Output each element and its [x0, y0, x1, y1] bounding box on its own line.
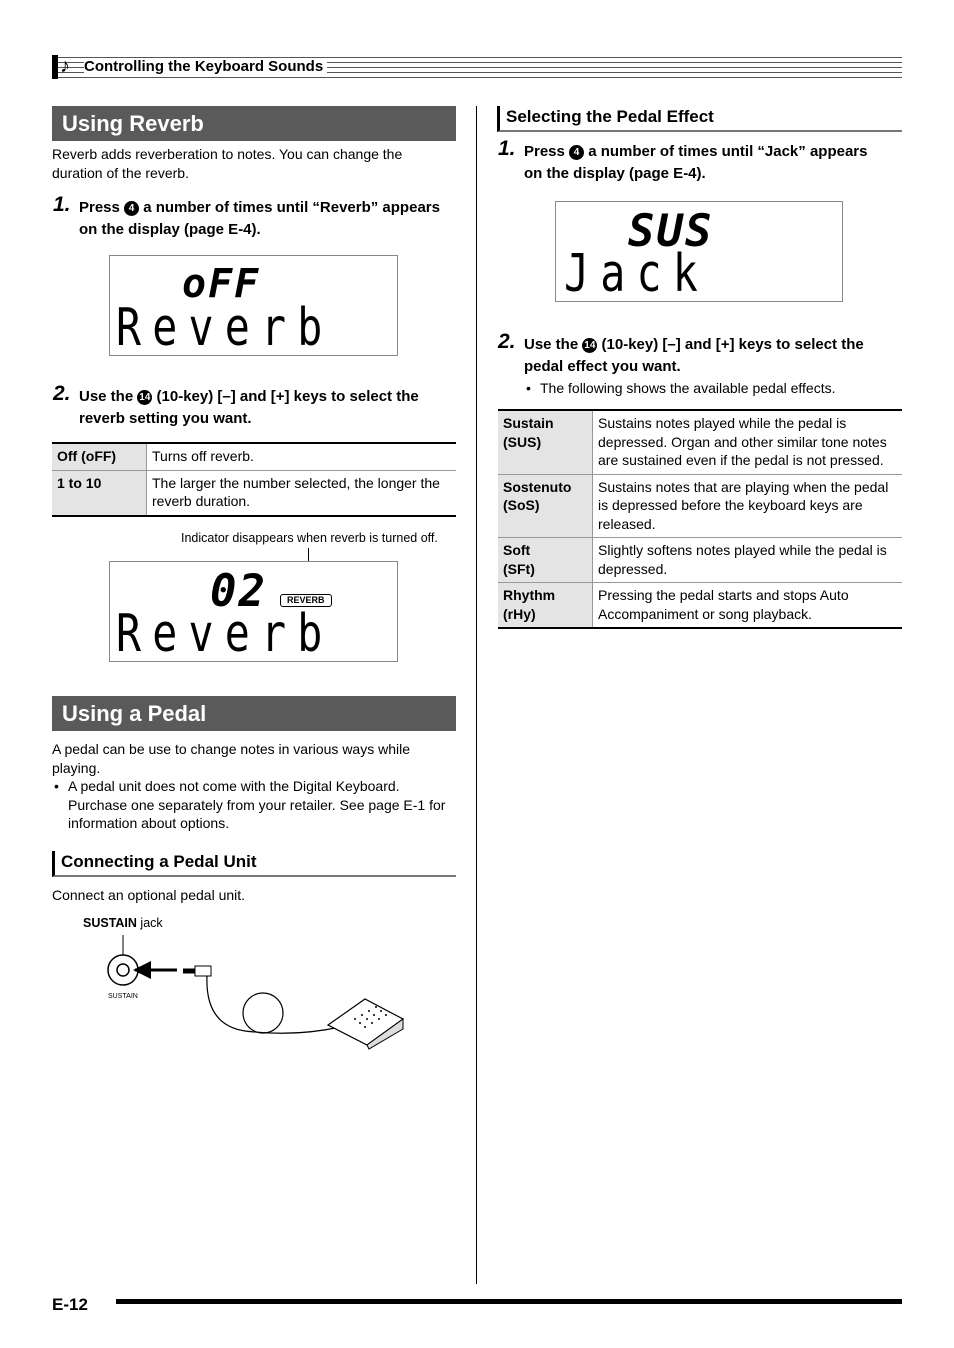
subsection-title-connect: Connecting a Pedal Unit	[52, 851, 456, 877]
bullet-icon: •	[54, 778, 59, 794]
bullet-icon: •	[526, 380, 531, 396]
jack-small-label: SUSTAIN	[108, 993, 138, 1000]
page-number: E-12	[52, 1295, 88, 1314]
lcd-value: SUS	[628, 206, 714, 257]
lcd-word: Jack	[564, 244, 709, 304]
table-row: Sostenuto (SoS) Sustains notes that are playing when the pedal is depressed before the keyboard keys are released.	[498, 474, 902, 538]
lcd-value: 02	[210, 566, 267, 617]
pedal-connection-illustration	[95, 935, 410, 1055]
subsection-title-pedal-effect: Selecting the Pedal Effect	[497, 106, 902, 132]
button-number-icon: 4	[569, 145, 584, 160]
section-title-pedal: Using a Pedal	[52, 696, 456, 731]
reverb-step-1: 1. Press 4 a number of times until “Reverb” appears on the display (page E-4).	[53, 193, 440, 238]
button-number-icon: 14	[139, 392, 151, 403]
effect-step-2: 2. Use the 14 (10-key) [–] and [+] keys to select the pedal effect you want.	[498, 330, 864, 375]
lcd-display-reverb-off	[109, 255, 398, 356]
header-bar	[52, 55, 58, 79]
indicator-caption: Indicator disappears when reverb is turned off.	[181, 531, 438, 545]
pedal-intro: A pedal can be use to change notes in various ways while playing.	[52, 741, 411, 776]
effect-step-1: 1. Press 4 a number of times until “Jack” appears on the display (page E-4).	[498, 137, 868, 182]
column-divider	[476, 106, 477, 1284]
pedal-bullet: • A pedal unit does not come with the Digital Keyboard. Purchase one separately from your retailer. See page E-1 for information about options.	[54, 778, 446, 831]
button-number-icon: 14	[584, 340, 596, 351]
reverb-indicator: REVERB	[280, 594, 332, 607]
lcd-word: Reverb	[116, 604, 334, 664]
button-number-icon: 4	[124, 201, 139, 216]
lcd-display-reverb-02	[109, 561, 398, 662]
table-row: Soft (SFt) Slightly softens notes played while the pedal is depressed.	[498, 538, 902, 583]
connect-text: Connect an optional pedal unit.	[52, 887, 246, 903]
table-row: Sustain (SUS) Sustains notes played while the pedal is depressed. Organ and other similar tone notes are sustained even if the pedal is not pressed.	[498, 410, 902, 474]
lcd-display-jack	[555, 201, 843, 302]
pedal-effects-table	[498, 409, 902, 629]
table-row: 1 to 10 The larger the number selected, the longer the reverb duration.	[52, 470, 456, 516]
music-note-icon: ♪	[60, 55, 70, 77]
table-row: Off (oFF) Turns off reverb.	[52, 443, 456, 470]
effect-bullet: • The following shows the available pedal effects.	[526, 380, 836, 396]
lcd-value: oFF	[182, 261, 261, 307]
section-title-reverb: Using Reverb	[52, 106, 456, 141]
reverb-intro: Reverb adds reverberation to notes. You can change the duration of the reverb.	[52, 146, 403, 181]
footer-rule	[116, 1299, 902, 1304]
jack-label: SUSTAIN jack	[83, 916, 163, 930]
reverb-step-2: 2. Use the 14 (10-key) [–] and [+] keys to select the reverb setting you want.	[53, 382, 419, 427]
lcd-word: Reverb	[116, 298, 334, 358]
table-row: Rhythm (rHy) Pressing the pedal starts and stops Auto Accompaniment or song playback.	[498, 583, 902, 629]
reverb-settings-table	[52, 442, 456, 517]
page-header-title: Controlling the Keyboard Sounds	[84, 58, 327, 76]
